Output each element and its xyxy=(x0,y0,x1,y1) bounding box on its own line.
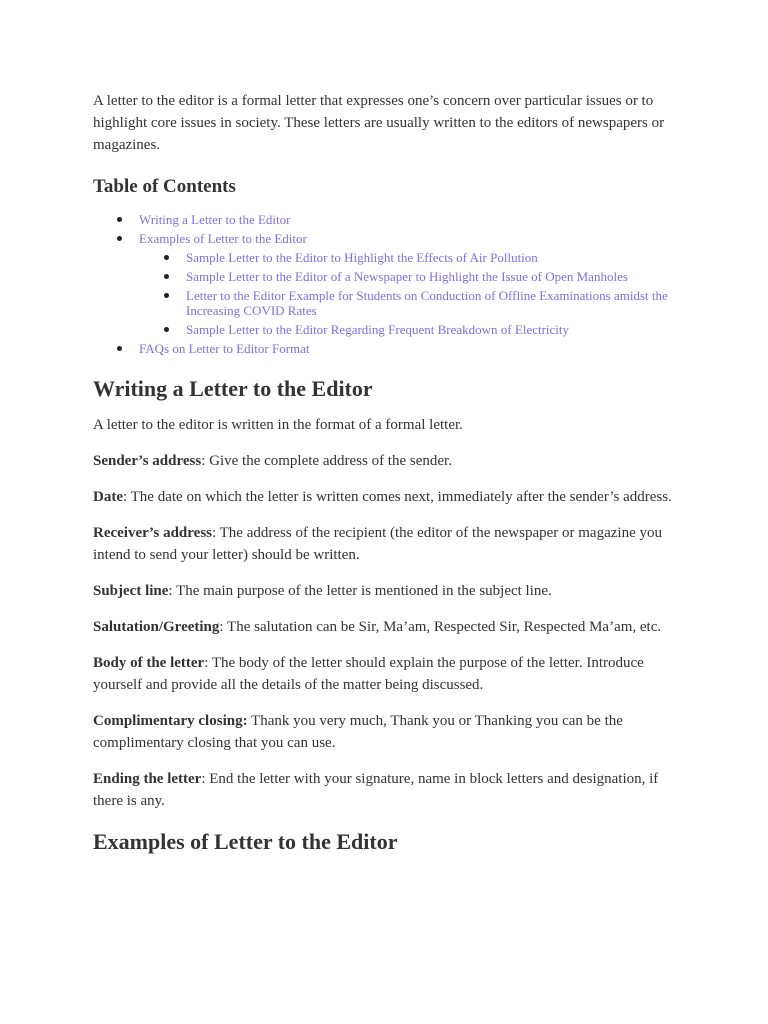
definition-term: Salutation/Greeting xyxy=(93,619,220,635)
definition-term: Ending the letter xyxy=(93,771,202,787)
toc-item-examples[interactable] xyxy=(93,231,683,337)
toc-link[interactable]: Letter to the Editor Example for Students on Conduction of Offline Examinations amidst the Increasing COVID Rates xyxy=(186,288,668,318)
definition-date xyxy=(93,486,683,508)
definition-text: : End the letter with your signature, name in block letters and designation, if there is any. xyxy=(93,771,659,809)
definition-closing xyxy=(93,710,683,754)
toc-subitem-offline-exams[interactable] xyxy=(139,288,683,318)
toc-item-writing[interactable] xyxy=(93,212,683,227)
definition-salutation xyxy=(93,616,683,638)
definition-text: : The main purpose of the letter is mentioned in the subject line. xyxy=(168,583,552,599)
toc-sublist xyxy=(139,250,683,337)
toc-subitem-air-pollution[interactable] xyxy=(139,250,683,265)
toc-subitem-electricity[interactable] xyxy=(139,322,683,337)
definition-term: Date xyxy=(93,489,123,505)
definition-subject-line xyxy=(93,580,683,602)
definition-text: Thank you very much, Thank you or Thanking you can be the complimentary closing that you can use. xyxy=(93,713,623,751)
definition-receivers-address xyxy=(93,522,683,566)
toc-subitem-open-manholes[interactable] xyxy=(139,269,683,284)
table-of-contents xyxy=(93,212,683,356)
toc-link[interactable]: Writing a Letter to the Editor xyxy=(139,212,291,227)
writing-lead: A letter to the editor is written in the format of a formal letter. xyxy=(93,417,463,433)
definition-text: : The salutation can be Sir, Ma’am, Respected Sir, Respected Ma’am, etc. xyxy=(219,619,662,635)
definition-term: Complimentary closing: xyxy=(93,713,248,729)
definition-text: : Give the complete address of the sender. xyxy=(201,453,452,469)
definition-term: Body of the letter xyxy=(93,655,205,671)
intro-paragraph: A letter to the editor is a formal letter that expresses one’s concern over particular issues or to highlight core issues in society. These letters are usually written to the editors of newspapers or magazines. xyxy=(93,93,665,153)
definition-senders-address xyxy=(93,450,683,472)
toc-link[interactable]: Sample Letter to the Editor to Highlight the Effects of Air Pollution xyxy=(186,250,538,265)
toc-link[interactable]: Sample Letter to the Editor Regarding Frequent Breakdown of Electricity xyxy=(186,322,570,337)
document-content xyxy=(93,90,683,856)
definition-term: Sender’s address xyxy=(93,453,202,469)
definition-term: Subject line xyxy=(93,583,169,599)
toc-link[interactable]: Examples of Letter to the Editor xyxy=(139,231,307,246)
definition-ending xyxy=(93,768,683,812)
section-heading-writing: Writing a Letter to the Editor xyxy=(93,376,373,401)
section-heading-examples: Examples of Letter to the Editor xyxy=(93,829,398,854)
toc-title: Table of Contents xyxy=(93,176,236,197)
toc-link[interactable]: Sample Letter to the Editor of a Newspaper to Highlight the Issue of Open Manholes xyxy=(186,269,628,284)
toc-link[interactable]: FAQs on Letter to Editor Format xyxy=(139,341,310,356)
definition-term: Receiver’s address xyxy=(93,525,212,541)
definition-text: : The body of the letter should explain the purpose of the letter. Introduce yourself and provide all the details of the matter being discussed. xyxy=(93,655,644,693)
definition-body xyxy=(93,652,683,696)
definition-text: : The address of the recipient (the editor of the newspaper or magazine you intend to send your letter) should be written. xyxy=(93,525,662,563)
toc-item-faqs[interactable] xyxy=(93,341,683,356)
definition-text: : The date on which the letter is written comes next, immediately after the sender’s address. xyxy=(123,489,672,505)
